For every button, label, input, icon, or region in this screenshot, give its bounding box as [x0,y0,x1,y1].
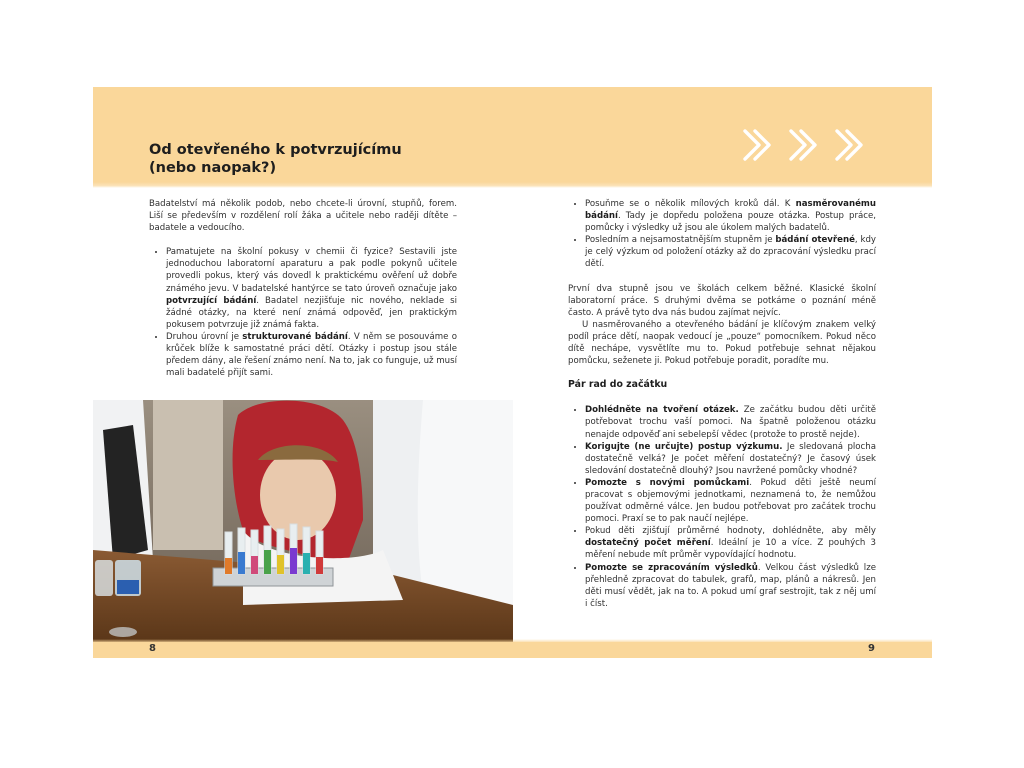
list-item: • Pamatujete na školní pokusy v chemii či fyzice? Sestavili jste jednoduchou laboratorní aparaturu a pak podle pokynů učitele provedli pokus, který vás dovedl k praktickému ověření už dobře známého jevu. V badatelské hantýrce se tato úroveň označuje jako potvrzující bádání. Badatel nezjišťuje nic nového, neklade si žádné otázky, na které není známá odpověď, jen praktickým pokusem potvrzuje již známá fakta. [166,246,457,331]
list-item: • Pokud děti zjišťují průměrné hodnoty, dohlédněte, aby měly dostatečný počet měření. Ideální je 10 a více. Z pouhých 3 měření nebude mít průměr vypovídající hodnotu. [585,525,876,561]
list-item: • Posuňme se o několik mílových kroků dál. K nasměrovanému bádání. Tady je dopředu položena pouze otázka. Postup práce, pomůcky i výsledky už jsou ale úkolem malých badatelů. [585,198,876,234]
triple-chevron-right-icon [739,125,869,165]
page-number-right: 9 [868,643,875,654]
tips-list [568,404,876,610]
list-item: • Korigujte (ne určujte) postup výzkumu. Je sledovaná plocha dostatečně velká? Je počet měření dostatečný? Je časový úsek sledování dostatečně dlouhý? Jsou navržené pomůcky vhodné? [585,441,876,477]
right-column [568,198,876,622]
list-item: • Pomozte s novými pomůckami. Pokud děti ještě neumí pracovat s objemovými jednotkami, neznamená to, že nemůžou používat odměrné válce. Jen budou potřebovat pro začátek trochu pomoci. Praxí se to pak naučí nejlépe. [585,477,876,525]
footer-band [93,642,932,658]
section-heading: Pár rad do začátku [568,379,668,391]
list-item: • Druhou úrovní je strukturované bádání. V něm se posouváme o krůček blíže k samostatné práci dětí. Otázky i postup jsou stále předem dány, ale řešení známo není. Na to, jak co funguje, už musí mali badatelé přijít sami. [166,331,457,379]
levels-list-left [149,246,457,379]
body-paragraph: První dva stupně jsou ve školách celkem běžné. Klasické školní laboratorní práce. S druhými dvěma se potkáme o poznání méně často. A právě tyto dva nás budou zajímat nejvíc. [568,283,876,318]
list-item: • Posledním a nejsamostatnějším stupněm je bádání otevřené, kdy je celý výzkum od položení otázky až do zpracování výsledku prací dětí. [585,234,876,270]
header-band [93,87,932,185]
levels-list-right [568,198,876,271]
book-spread [93,87,932,658]
title-line-2: (nebo naopak?) [149,160,277,176]
title-line-1: Od otevřeného k potvrzujícímu [149,142,402,158]
list-item: • Pomozte se zpracováním výsledků. Velkou část výsledků lze přehledně zpracovat do tabulek, grafů, map, plánů a nákresů. Jen děti musí vědět, jak na to. A pokud umí graf sestrojit, tak z něj umí i číst. [585,562,876,610]
photo-illustration [93,400,513,643]
lab-photo [93,400,513,643]
intro-paragraph: Badatelství má několik podob, nebo chcete-li úrovní, stupňů, forem. Liší se především v rozdělení rolí žáka a učitele nebo raději dítěte – badatele a vedoucího. [149,199,457,234]
list-item: • Dohlédněte na tvoření otázek. Ze začátku budou děti určitě potřebovat trochu vaší pomoci. Na špatně položenou otázku nenajde odpověď ani sebelepší vědec (protože to prostě nejde). [585,404,876,440]
left-column [149,198,457,391]
page-number-left: 8 [149,643,156,654]
body-paragraph: U nasměrovaného a otevřeného bádání je klíčovým znakem velký podíl práce dětí, naopak vedoucí je „pouze“ pomocníkem. Pokud něco dítě nechápe, vysvětlíte mu to. Pokud potřebuje sehnat nějakou pomůcku, seženete ji. Pokud potřebuje poradit, poradíte mu. [568,319,876,367]
page-title [149,141,402,177]
